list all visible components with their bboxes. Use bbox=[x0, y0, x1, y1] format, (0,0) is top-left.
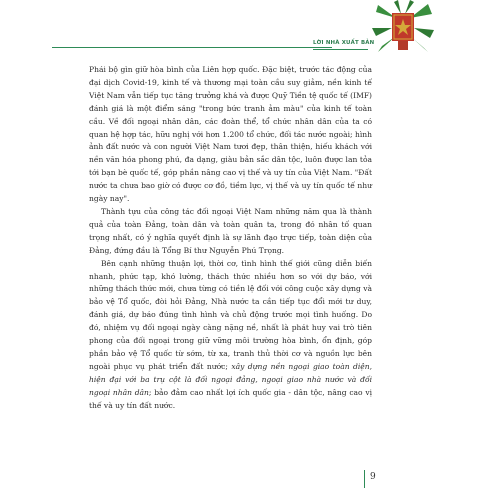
header-underline bbox=[313, 49, 368, 50]
italic-emphasis: xây dựng nền ngoại giao toàn diện, hiện đại với ba trụ cột là đối ngoại đảng, ngoại giao nhà nước và đối ngoại nhân dân bbox=[89, 361, 372, 397]
paragraph-text: ; bảo đảm cao nhất lợi ích quốc gia - dân tộc, nâng cao vị thế và uy tín đất nước. bbox=[89, 387, 373, 410]
bamboo-emblem-icon bbox=[368, 0, 438, 58]
paragraph bbox=[89, 258, 372, 413]
header-rule bbox=[52, 47, 332, 48]
page-number: 9 bbox=[370, 472, 376, 482]
running-header: LỜI NHÀ XUẤT BẢN bbox=[313, 40, 375, 46]
paragraph: Thành tựu của công tác đối ngoại Việt Nam những năm qua là thành quả của toàn Đảng, toàn dân và toàn quân ta, trong đó nhân tố quan trọng nhất, có ý nghĩa quyết định là sự lãnh đạo trực tiếp, toàn diện của Đảng, đứng đầu là Tổng Bí thư Nguyễn Phú Trọng. bbox=[89, 206, 372, 255]
page-number-rule bbox=[364, 470, 365, 488]
body-text bbox=[89, 64, 372, 412]
paragraph-text: Bên cạnh những thuận lợi, thời cơ, tình hình thế giới cũng diễn biến nhanh, phức tạp, khó lường, thách thức nhiều hơn so với dự báo, với những thách thức mới, chưa từng có tiền lệ đối với công cuộc xây dựng và bảo vệ Tổ quốc, đòi hỏi Đảng, Nhà nước ta cần tiếp tục đổi mới tư duy, đánh giá, dự báo đúng tình hình và chủ động trước mọi tình huống. Do đó, nhiệm vụ đối ngoại ngày càng nặng nề, nhất là phát huy vai trò tiên phong của đối ngoại trong giữ vững môi trường hòa bình, ổn định, góp phần bảo vệ Tổ quốc từ sớm, từ xa, tranh thủ thời cơ và nguồn lực bên ngoài phục vụ phát triển đất nước; bbox=[89, 258, 372, 371]
paragraph: Phái bộ gìn giữ hòa bình của Liên hợp quốc. Đặc biệt, trước tác động của đại dịch Covid-19, kinh tế và thương mại toàn cầu suy giảm, nền kinh tế Việt Nam vẫn tiếp tục tăng trưởng khá và được Quỹ Tiền tệ quốc tế (IMF) đánh giá là một điểm sáng "trong bức tranh ảm màu" của kinh tế toàn cầu. Về đối ngoại nhân dân, các đoàn thể, tổ chức nhân dân của ta có quan hệ hợp tác, hữu nghị với hơn 1.200 tổ chức, đối tác nước ngoài; hình ảnh đất nước và con người Việt Nam tươi đẹp, thân thiện, hiếu khách với nền văn hóa phong phú, đa dạng, giàu bản sắc dân tộc, luôn được lan tỏa tới bạn bè quốc tế, góp phần nâng cao vị thế và uy tín của Việt Nam. "Đất nước ta chưa bao giờ có được cơ đồ, tiềm lực, vị thế và uy tín quốc tế như ngày nay". bbox=[89, 65, 372, 204]
